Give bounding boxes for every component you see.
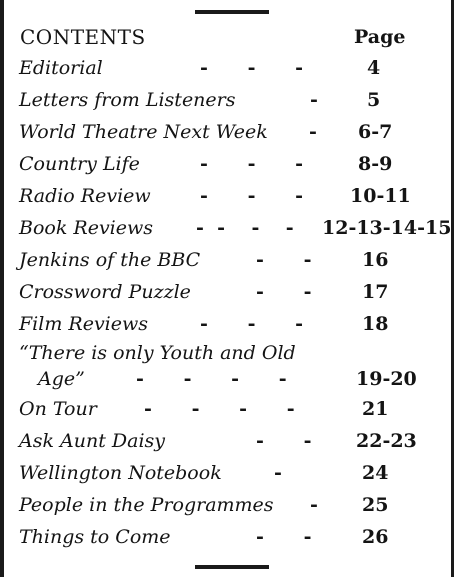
right-border bbox=[451, 0, 454, 577]
toc-entry bbox=[0, 249, 451, 275]
entry-leader: - - - bbox=[200, 57, 304, 79]
entry-leader: - - bbox=[256, 249, 312, 271]
entry-title: Jenkins of the BBC bbox=[19, 249, 201, 271]
entry-page: 12-13-14-15 bbox=[322, 217, 452, 239]
toc-entry bbox=[0, 398, 451, 424]
toc-entry bbox=[0, 462, 451, 488]
entry-leader: - - - - bbox=[196, 217, 294, 239]
entry-leader: - - bbox=[256, 526, 312, 548]
entry-title: Wellington Notebook bbox=[19, 462, 222, 484]
entry-page: 10-11 bbox=[350, 185, 411, 207]
entry-title: On Tour bbox=[19, 398, 97, 420]
entry-leader: - bbox=[274, 462, 282, 484]
entry-leader: - - - - bbox=[136, 368, 287, 390]
entry-leader: - - - bbox=[200, 153, 304, 175]
page-column-header: Page bbox=[354, 26, 406, 48]
entry-page: 17 bbox=[362, 281, 389, 303]
entry-leader: - - - - bbox=[144, 398, 295, 420]
entry-title: Film Reviews bbox=[19, 313, 149, 335]
entry-page: 5 bbox=[367, 89, 381, 111]
toc-entry bbox=[0, 153, 451, 179]
entry-leader: - bbox=[310, 494, 318, 516]
entry-page: 25 bbox=[362, 494, 389, 516]
entry-title: World Theatre Next Week bbox=[19, 121, 268, 143]
entry-leader: - - bbox=[256, 430, 312, 452]
entry-title: Country Life bbox=[19, 153, 140, 175]
entry-title: Crossword Puzzle bbox=[19, 281, 191, 303]
entry-title: Editorial bbox=[19, 57, 103, 79]
toc-entry bbox=[0, 526, 451, 552]
entry-title: Ask Aunt Daisy bbox=[19, 430, 166, 452]
entry-title: Letters from Listeners bbox=[19, 89, 236, 111]
entry-page: 26 bbox=[362, 526, 389, 548]
toc-entry bbox=[0, 342, 451, 394]
toc-entry bbox=[0, 185, 451, 211]
entry-title: Book Reviews bbox=[19, 217, 154, 239]
toc-entry bbox=[0, 217, 451, 243]
entry-page: 8-9 bbox=[358, 153, 393, 175]
entry-page: 22-23 bbox=[356, 430, 417, 452]
entry-page: 24 bbox=[362, 462, 389, 484]
entry-page: 21 bbox=[362, 398, 389, 420]
entry-page: 16 bbox=[362, 249, 389, 271]
toc-entry bbox=[0, 121, 451, 147]
entry-title-continued: Age” bbox=[38, 368, 85, 390]
entry-page: 6-7 bbox=[358, 121, 393, 143]
toc-entry bbox=[0, 430, 451, 456]
entry-leader: - - - bbox=[200, 313, 304, 335]
entry-page: 19-20 bbox=[356, 368, 417, 390]
toc-entry bbox=[0, 494, 451, 520]
entry-title: “There is only Youth and Old bbox=[19, 342, 296, 364]
toc-entry bbox=[0, 57, 451, 83]
toc-entry bbox=[0, 313, 451, 339]
entry-title: People in the Programmes bbox=[19, 494, 274, 516]
entry-leader: - bbox=[309, 121, 317, 143]
entry-leader: - bbox=[310, 89, 318, 111]
contents-title: CONTENTS bbox=[20, 25, 146, 49]
toc-entry bbox=[0, 281, 451, 307]
entry-page: 18 bbox=[362, 313, 389, 335]
entry-title: Things to Come bbox=[19, 526, 171, 548]
entry-title: Radio Review bbox=[19, 185, 151, 207]
toc-entry bbox=[0, 89, 451, 115]
entry-page: 4 bbox=[367, 57, 381, 79]
entry-leader: - - - bbox=[200, 185, 304, 207]
entry-leader: - - bbox=[256, 281, 312, 303]
